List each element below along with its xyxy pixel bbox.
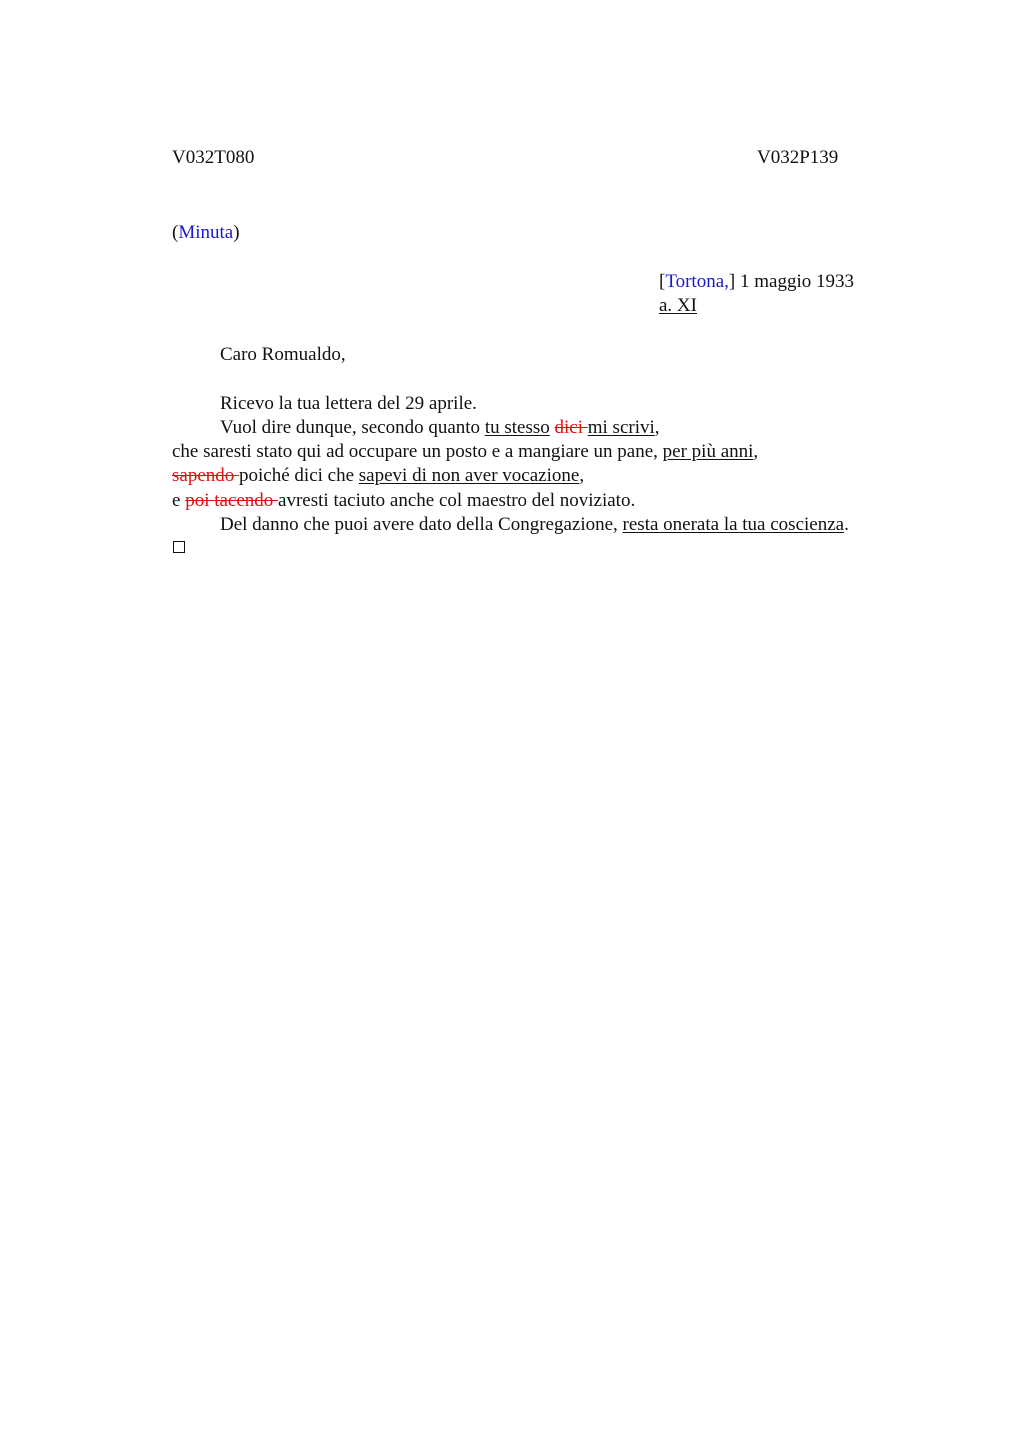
bracket-open: [ [659, 271, 666, 292]
text-segment: che saresti stato qui ad occupare un posto e a mangiare un pane, [172, 441, 663, 462]
bracket-close: ] [728, 271, 736, 292]
deleted-text: sapendo [172, 465, 240, 486]
deleted-text: poi tacendo [185, 490, 279, 511]
body-line: Ricevo la tua lettera del 29 aprile. [220, 393, 477, 414]
text-segment: e [172, 490, 186, 511]
body-line [172, 464, 584, 488]
deleted-text: dici [554, 417, 588, 438]
dateline-year: a. XI [659, 295, 697, 316]
text-segment: , [579, 465, 585, 486]
text-segment: . [844, 514, 849, 535]
salutation: Caro Romualdo, [220, 344, 346, 365]
text-segment: avresti taciuto anche col maestro del noviziato. [278, 490, 636, 511]
underlined-text: resta onerata la tua coscienza [622, 514, 845, 535]
text-segment: poiché dici che [239, 465, 359, 486]
underlined-text: sapevi di non aver vocazione [358, 465, 580, 486]
text-segment: , [654, 417, 660, 438]
body-line [220, 416, 660, 440]
text-segment: , [753, 441, 759, 462]
document-code-left: V032T080 [172, 147, 255, 168]
body-line [172, 440, 758, 464]
paren-open: ( [172, 222, 179, 243]
text-segment: Vuol dire dunque, secondo quanto [220, 417, 485, 438]
document-type [172, 221, 240, 245]
body-line [220, 513, 849, 537]
text-segment: Del danno che puoi avere dato della Congregazione, [220, 514, 623, 535]
body-line [172, 489, 635, 513]
underlined-text: mi scrivi [587, 417, 655, 438]
dateline-date: 1 maggio 1933 [735, 271, 854, 292]
underlined-text: per più anni [662, 441, 754, 462]
document-code-right: V032P139 [757, 147, 839, 168]
paren-close: ) [233, 222, 240, 243]
dateline-place: Tortona, [665, 271, 729, 292]
underlined-text: tu stesso [484, 417, 550, 438]
end-marker-box-icon [173, 541, 185, 553]
dateline [659, 270, 854, 294]
document-type-label: Minuta [178, 222, 234, 243]
